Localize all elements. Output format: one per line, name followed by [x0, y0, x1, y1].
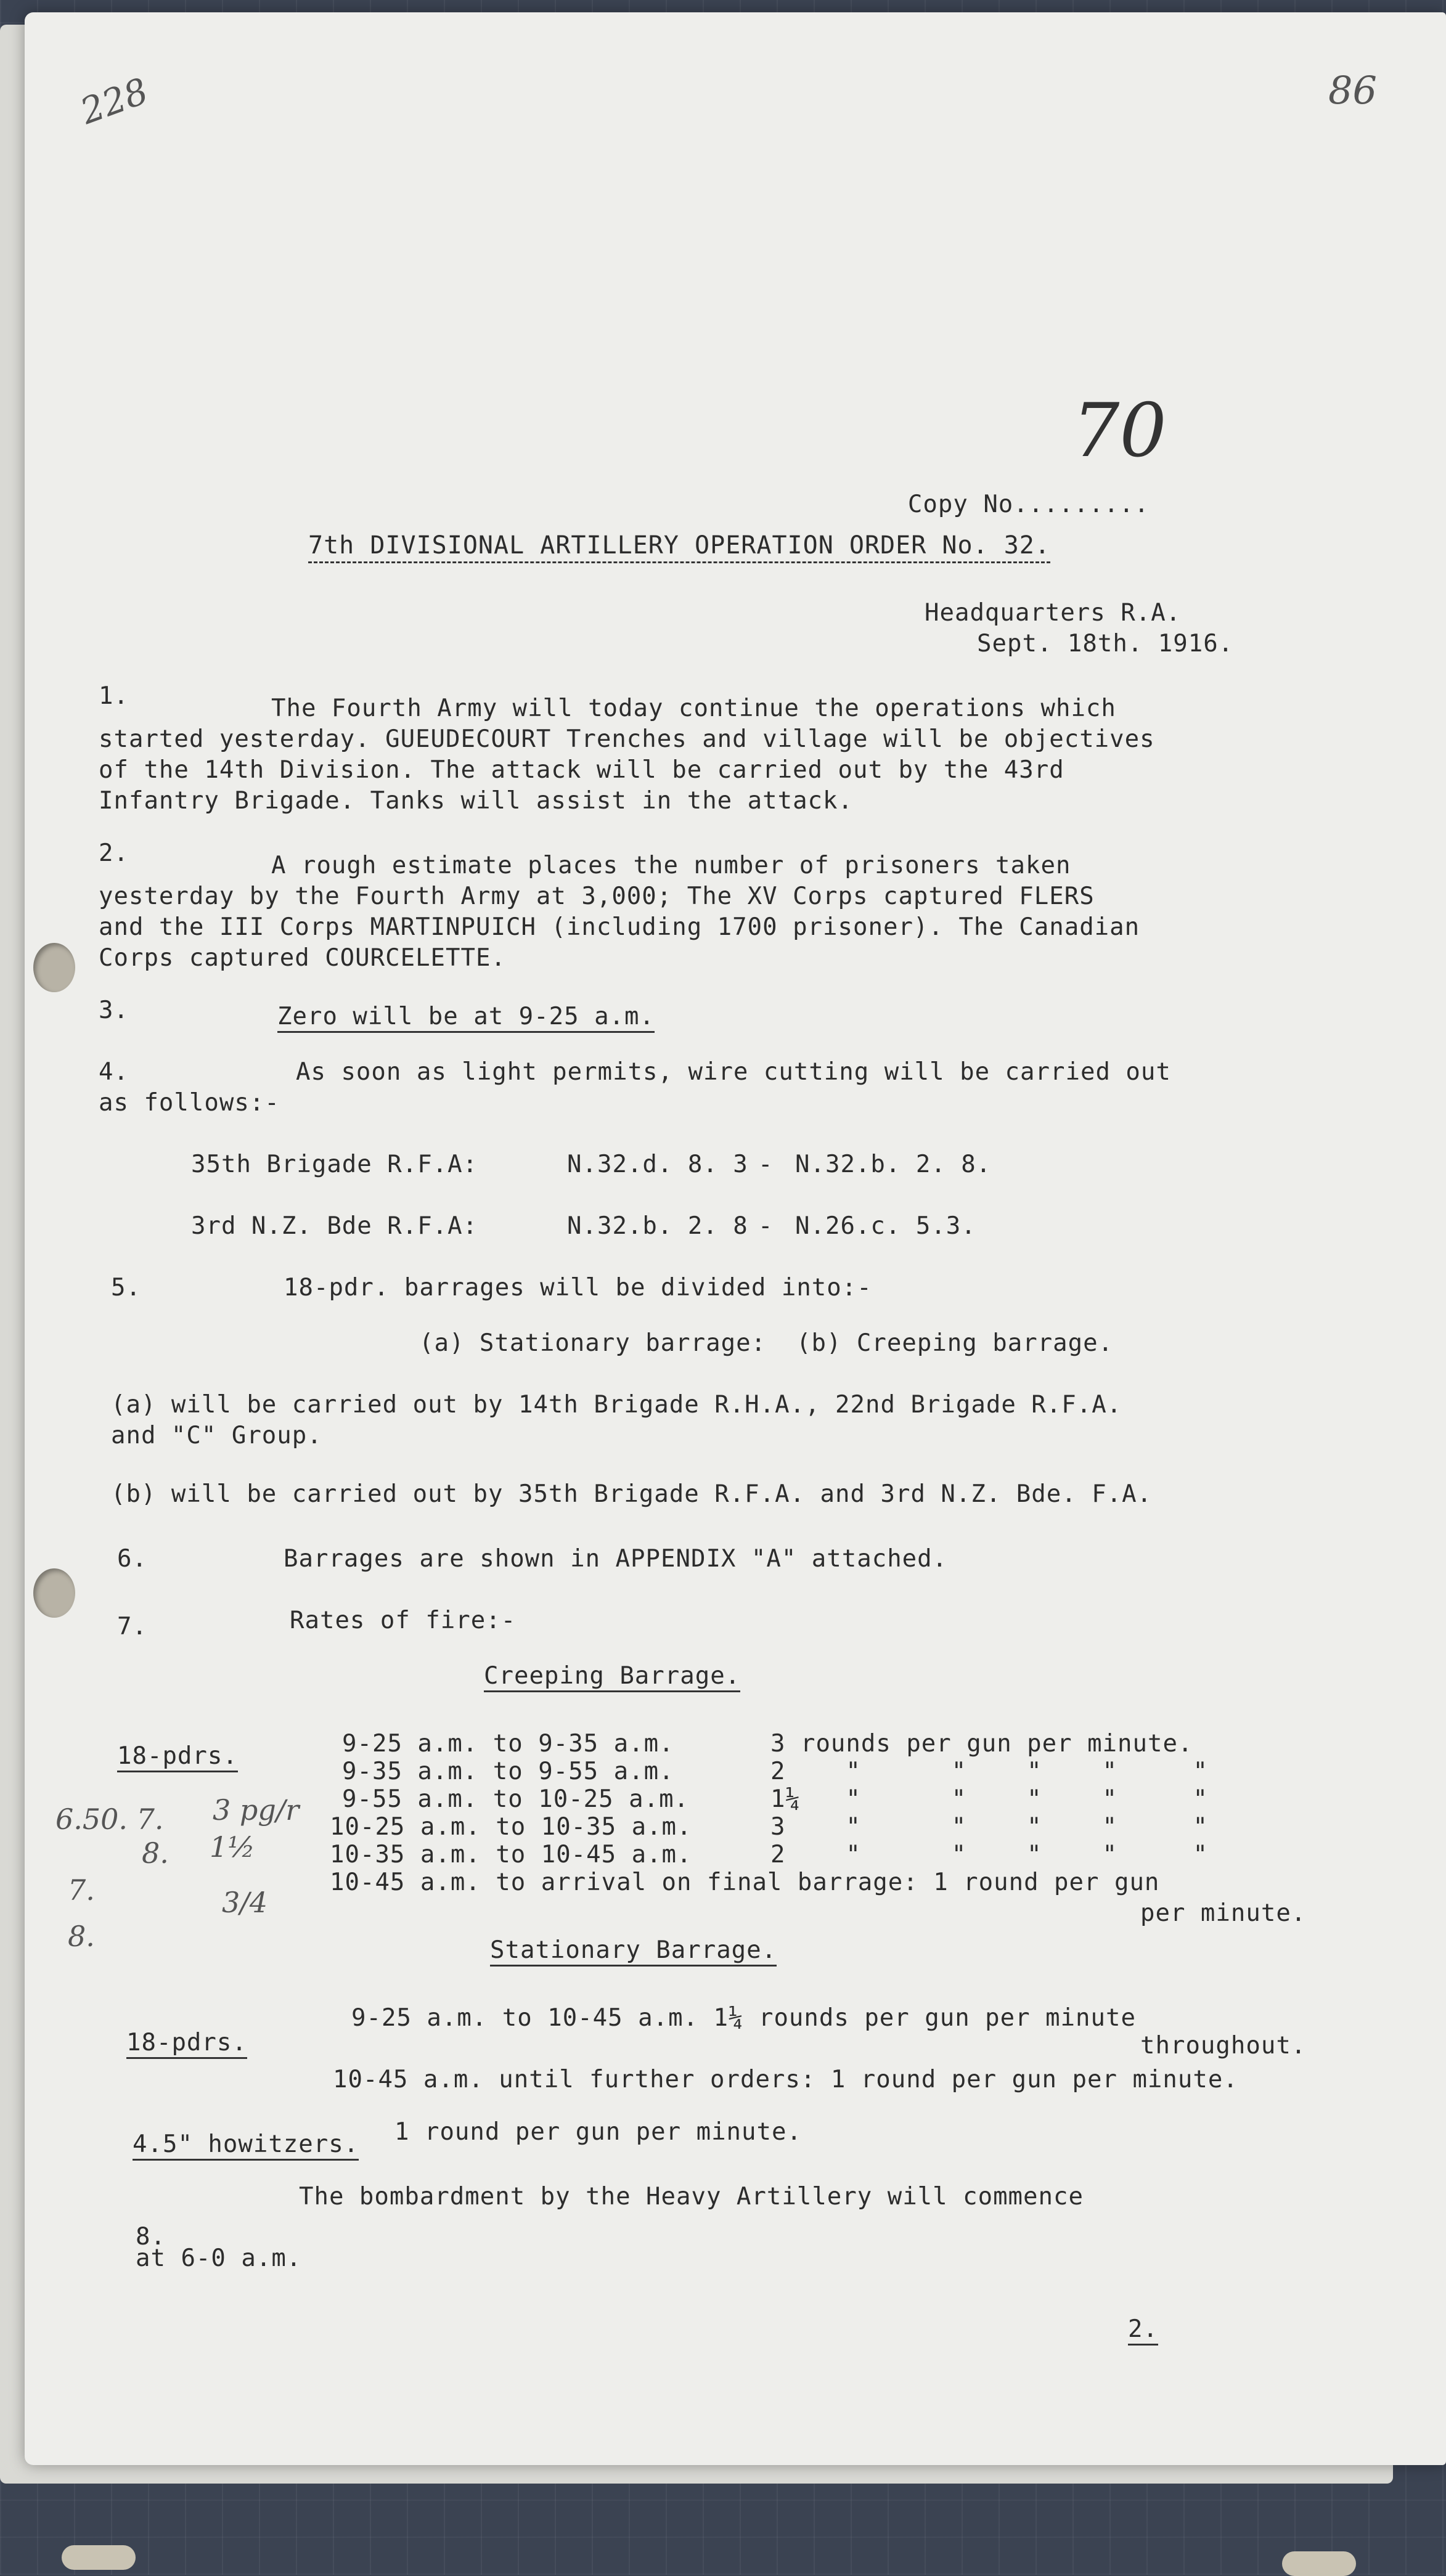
punch-hole-lower: [33, 1568, 75, 1618]
para-4-number: 4.: [99, 1058, 129, 1086]
creeping-time-6: 10-45 a.m. to arrival on final barrage: 1 round per gun: [330, 1869, 1160, 1896]
howitzer-label: 4.5" howitzers.: [133, 2132, 359, 2161]
para-5-intro: 18-pdr. barrages will be divided into:-: [284, 1274, 872, 1302]
hq-date: Sept. 18th. 1916.: [977, 630, 1234, 658]
para-5-b-line: (b) will be carried out by 35th Brigade R.F.A. and 3rd N.Z. Bde. F.A.: [111, 1480, 1153, 1508]
para-2-line-4: Corps captured COURCELETTE.: [99, 944, 506, 972]
order-title: 7th DIVISIONAL ARTILLERY OPERATION ORDER No. 32.: [308, 533, 1050, 563]
zero-hour: Zero will be at 9-25 a.m.: [277, 1005, 655, 1033]
para-5-split: (a) Stationary barrage: (b) Creeping barrage.: [419, 1329, 1114, 1357]
para-5-a-line-2: and "C" Group.: [111, 1422, 322, 1449]
stationary-row-2: 10-45 a.m. until further orders: 1 round per gun per minute.: [333, 2066, 1238, 2093]
binding-strap-left: [62, 2545, 136, 2570]
stationary-heading: Stationary Barrage.: [490, 1938, 777, 1967]
margin-note-1: 6.50. 7.: [55, 1803, 164, 1836]
margin-note-7: 3/4: [222, 1886, 268, 1919]
stationary-row-1: 9-25 a.m. to 10-45 a.m. 1¼ rounds per gun per minute: [351, 2004, 1136, 2032]
para-2-line-3: and the III Corps MARTINPUICH (including 1700 prisoner). The Canadian: [99, 913, 1140, 941]
creeping-time-5: 10-35 a.m. to 10-45 a.m.: [330, 1841, 692, 1869]
binding-strap-right: [1282, 2551, 1356, 2576]
para-5-number: 5.: [111, 1274, 141, 1302]
para-3-number: 3.: [99, 997, 129, 1024]
hq-line-1: Headquarters R.A.: [925, 599, 1182, 627]
folio-handwritten: 228: [75, 70, 154, 132]
creeping-rate-2: 2 " " " " ": [770, 1758, 1208, 1785]
wire-unit-1: 35th Brigade R.F.A:: [191, 1151, 478, 1178]
page-number: 86: [1328, 68, 1377, 113]
creeping-time-2: 9-35 a.m. to 9-55 a.m.: [342, 1758, 674, 1785]
copy-number-handwritten: 70: [1072, 388, 1167, 474]
creeping-rate-3: 1¼ " " " " ": [770, 1785, 1208, 1813]
para-2-line-2: yesterday by the Fourth Army at 3,000; The XV Corps captured FLERS: [99, 882, 1095, 910]
margin-note-5: 7.: [68, 1873, 95, 1907]
stationary-row-1-cont: throughout.: [1140, 2032, 1307, 2060]
copy-dots: ........: [1028, 491, 1150, 518]
creeping-label: 18-pdrs.: [117, 1744, 238, 1772]
copy-number-line: [848, 468, 1150, 540]
punch-hole-upper: [33, 943, 75, 992]
margin-note-6: 8.: [68, 1920, 95, 1953]
creeping-rate-5: 2 " " " " ": [770, 1841, 1208, 1869]
margin-note-4: 1½: [210, 1830, 255, 1864]
creeping-time-1: 9-25 a.m. to 9-35 a.m.: [342, 1730, 674, 1758]
para-8-line-2: at 6-0 a.m.: [136, 2244, 302, 2272]
para-1-line-2: started yesterday. GUEUDECOURT Trenches and village will be objectives: [99, 725, 1155, 753]
document-page: [25, 12, 1446, 2465]
wire-from-2: N.32.b. 2. 8: [567, 1212, 748, 1240]
para-1-line-1: The Fourth Army will today continue the operations which: [271, 695, 1116, 722]
para-2-line-1: A rough estimate places the number of prisoners taken: [271, 852, 1071, 879]
para-7-number: 7.: [117, 1613, 147, 1641]
margin-note-2: 3 pg/r: [213, 1793, 300, 1827]
wire-from-1: N.32.d. 8. 3: [567, 1151, 748, 1178]
creeping-rate-4: 3 " " " " ": [770, 1813, 1208, 1841]
para-4-line-1: As soon as light permits, wire cutting will be carried out: [296, 1058, 1171, 1086]
para-8-line-1: The bombardment by the Heavy Artillery will commence: [299, 2183, 1084, 2211]
margin-note-3: 8.: [142, 1836, 169, 1870]
para-1-line-4: Infantry Brigade. Tanks will assist in the attack.: [99, 787, 853, 815]
para-1-line-3: of the 14th Division. The attack will be carried out by the 43rd: [99, 756, 1064, 784]
howitzer-rate: 1 round per gun per minute.: [394, 2118, 802, 2146]
creeping-rate-1: 3 rounds per gun per minute.: [770, 1730, 1193, 1758]
creeping-cont: per minute.: [1140, 1899, 1307, 1927]
page-footer: 2.: [1128, 2317, 1158, 2346]
wire-to-1: N.32.b. 2. 8.: [795, 1151, 992, 1178]
para-1-number: 1.: [99, 682, 129, 710]
creeping-time-4: 10-25 a.m. to 10-35 a.m.: [330, 1813, 692, 1841]
wire-dash-1: -: [758, 1151, 774, 1178]
copy-label: Copy No.: [907, 491, 1029, 518]
para-8-number: 8.: [136, 2223, 166, 2251]
creeping-time-3: 9-55 a.m. to 10-25 a.m.: [342, 1785, 690, 1813]
wire-dash-2: -: [758, 1212, 774, 1240]
para-6-text: Barrages are shown in APPENDIX "A" attached.: [284, 1545, 948, 1573]
para-7-intro: Rates of fire:-: [290, 1607, 517, 1634]
wire-to-2: N.26.c. 5.3.: [795, 1212, 976, 1240]
para-4-line-2: as follows:-: [99, 1089, 280, 1117]
stationary-label: 18-pdrs.: [126, 2031, 247, 2059]
creeping-heading: Creeping Barrage.: [484, 1664, 740, 1692]
wire-unit-2: 3rd N.Z. Bde R.F.A:: [191, 1212, 478, 1240]
para-2-number: 2.: [99, 839, 129, 867]
para-6-number: 6.: [117, 1545, 147, 1573]
para-5-a-line-1: (a) will be carried out by 14th Brigade R.H.A., 22nd Brigade R.F.A.: [111, 1391, 1122, 1419]
